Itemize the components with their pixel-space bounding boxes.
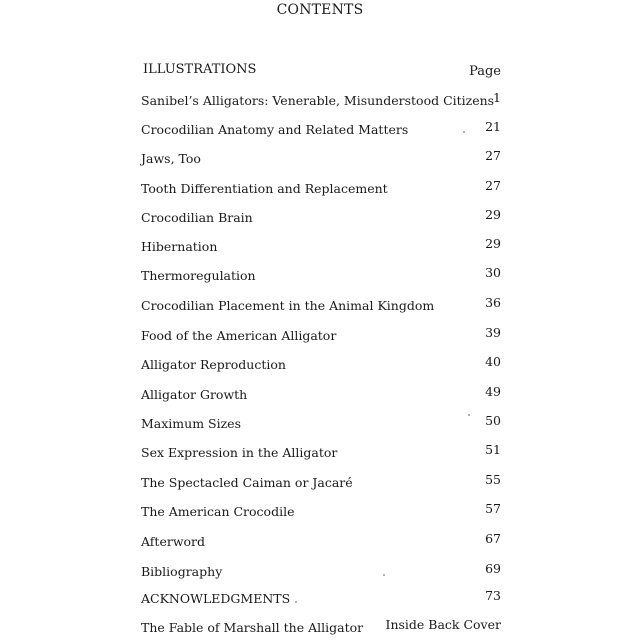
contents-header [143, 62, 501, 80]
toc-entry-page: 51 [485, 442, 501, 457]
toc-entry-page: 69 [485, 561, 501, 576]
toc-entry [141, 325, 501, 346]
toc-entry-page: 50 [485, 413, 501, 428]
page-title: CONTENTS [276, 2, 364, 18]
toc-entry-title: The Fable of Marshall the Alligator [141, 620, 364, 635]
toc-entry [141, 265, 501, 286]
toc-entry-title: Afterword [141, 534, 206, 549]
scan-speck [295, 601, 297, 603]
toc-entry-title: Tooth Differentiation and Replacement [141, 181, 388, 196]
page-column-heading: Page [469, 64, 501, 79]
toc-entry-title: Thermoregulation [141, 268, 256, 283]
toc-entry [141, 442, 501, 463]
toc-entry [141, 501, 501, 522]
toc-entry [141, 561, 501, 582]
toc-entry-title: Maximum Sizes [141, 416, 241, 431]
toc-entry [141, 236, 501, 257]
toc-entry-page: 40 [485, 354, 501, 369]
toc-entry-title: Crocodilian Brain [141, 210, 253, 225]
toc-entry [141, 148, 501, 169]
toc-entry-page: 39 [485, 325, 501, 340]
scan-speck [463, 131, 465, 133]
toc-entry [141, 413, 501, 434]
toc-entry [141, 472, 501, 493]
toc-entry-page: 27 [485, 178, 501, 193]
toc-entry-page: 49 [485, 384, 501, 399]
toc-entry-title: Alligator Reproduction [141, 357, 286, 372]
toc-entry [141, 90, 501, 111]
toc-entry-title: Crocodilian Placement in the Animal Kingdom [141, 298, 435, 313]
toc-entry-title: Food of the American Alligator [141, 328, 337, 343]
toc-entry-title: Hibernation [141, 239, 218, 254]
toc-entry-title: Crocodilian Anatomy and Related Matters [141, 122, 409, 137]
toc-entry [141, 207, 501, 228]
toc-entry-title: ACKNOWLEDGMENTS [141, 591, 291, 606]
toc-entry-page: 67 [485, 531, 501, 546]
toc-entry-title: Sex Expression in the Alligator [141, 445, 338, 460]
toc-entry [141, 617, 501, 638]
toc-entry-page: 21 [485, 119, 501, 134]
toc-entry-page: 73 [485, 588, 501, 603]
toc-entry-page: 57 [485, 501, 501, 516]
toc-entry [141, 384, 501, 405]
toc-entry [141, 354, 501, 375]
toc-entry-title: Alligator Growth [141, 387, 248, 402]
toc-entry-title: Sanibel’s Alligators: Venerable, Misunderstood Citizens [141, 93, 495, 108]
toc-entry-page: 36 [485, 295, 501, 310]
scan-speck [383, 574, 385, 576]
toc-entry [141, 588, 501, 609]
section-heading: ILLUSTRATIONS [143, 62, 257, 77]
toc-entry-page: 1 [493, 90, 501, 105]
scan-speck [468, 414, 470, 416]
toc-entry-page: 55 [485, 472, 501, 487]
toc-entry-page: 27 [485, 148, 501, 163]
toc-entry [141, 178, 501, 199]
toc-entry [141, 119, 501, 140]
toc-entry-title: Jaws, Too [141, 151, 201, 166]
toc-entry-title: The Spectacled Caiman or Jacaré [141, 475, 353, 490]
toc-entry [141, 531, 501, 552]
toc-entry-page: 29 [485, 207, 501, 222]
toc-entry-page: 30 [485, 265, 501, 280]
toc-entry-page: 29 [485, 236, 501, 251]
toc-entry-page: Inside Back Cover [385, 617, 501, 632]
toc-entry [141, 295, 501, 316]
toc-entry-title: Bibliography [141, 564, 223, 579]
toc-entry-title: The American Crocodile [141, 504, 295, 519]
